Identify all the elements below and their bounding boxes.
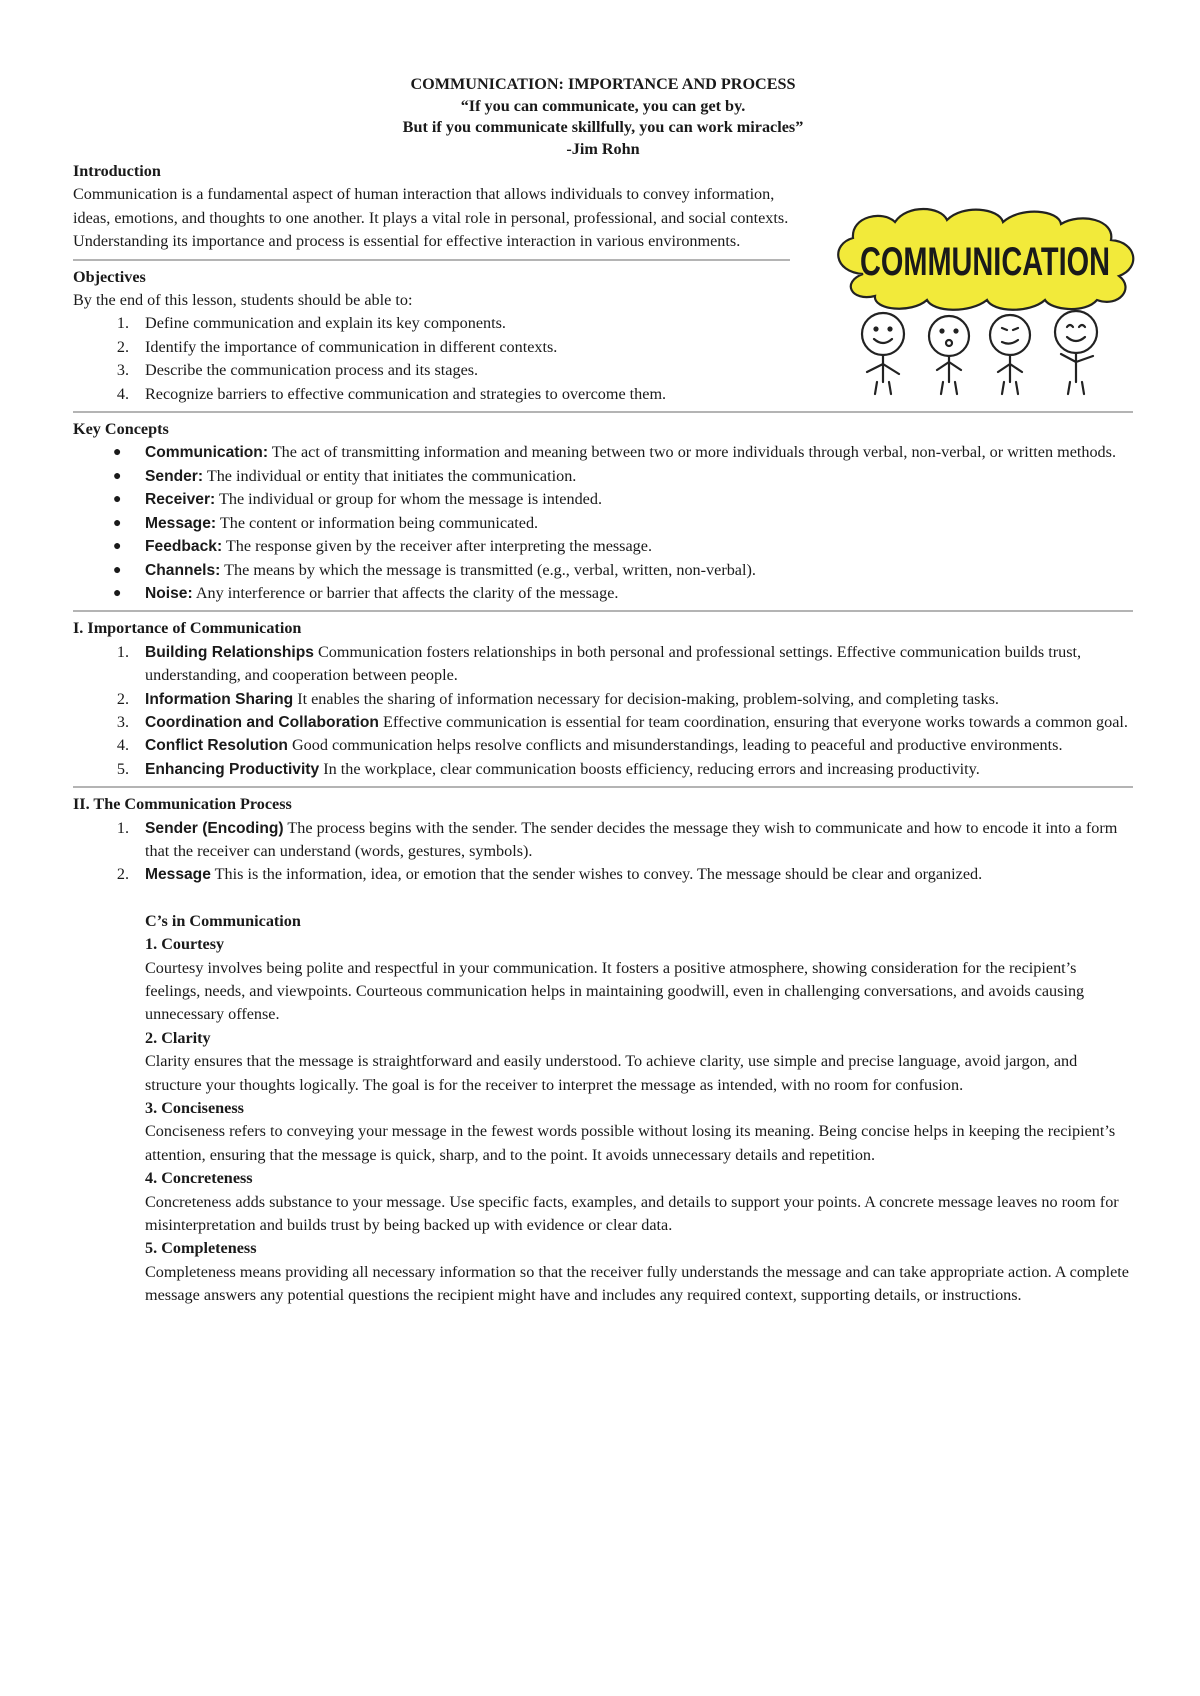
term-label: Coordination and Collaboration xyxy=(145,713,379,731)
item-number: 2. xyxy=(116,865,129,884)
list-item xyxy=(73,441,1133,464)
list-item xyxy=(73,711,1133,734)
bullet-icon: ● xyxy=(113,515,122,531)
bullet-icon: ● xyxy=(113,492,122,508)
list-item xyxy=(73,758,1133,781)
cs-item-text: Concreteness adds substance to your message. Use specific facts, examples, and details to support your points. A concrete message leaves no room for misinterpretation and builds trust by being backed up with evidence or clear data. xyxy=(145,1192,1119,1235)
term-label: Building Relationships xyxy=(145,643,314,661)
process-section xyxy=(73,793,1133,1308)
term-label: Message: xyxy=(145,514,217,532)
cs-item-text: Clarity ensures that the message is straightforward and easily understood. To achieve clarity, use simple and precise language, avoid jargon, and structure your thoughts logically. The goal is for the receiver to interpret the message as intended, with no room for confusion. xyxy=(145,1052,1078,1094)
list-item xyxy=(73,559,1133,582)
importance-heading: I. Importance of Communication xyxy=(73,619,302,638)
term-label: Sender: xyxy=(145,467,204,485)
importance-list xyxy=(73,641,1133,781)
cs-item-title: 4. Concreteness xyxy=(145,1169,253,1188)
item-text: Good communication helps resolve conflicts and misunderstandings, leading to peaceful and productive environments. xyxy=(287,736,1063,755)
item-number: 3. xyxy=(116,712,129,731)
bullet-icon: ● xyxy=(113,562,122,578)
term-label: Communication: xyxy=(145,444,269,462)
process-list xyxy=(73,817,1133,887)
term-label: Enhancing Productivity xyxy=(145,760,320,778)
document-page xyxy=(73,0,1133,1308)
item-number: 4. xyxy=(116,384,129,403)
list-item xyxy=(73,688,1133,711)
list-item xyxy=(73,336,825,359)
key-concepts-list xyxy=(73,441,1133,605)
quote-line-2: But if you communicate skillfully, you can work miracles” xyxy=(402,118,804,136)
illustration-word: COMMUNICATION xyxy=(860,240,1110,284)
bullet-icon: ● xyxy=(113,539,122,555)
term-definition: The individual or group for whom the message is intended. xyxy=(215,490,602,509)
term-definition: Any interference or barrier that affects the clarity of the message. xyxy=(192,583,619,602)
key-concepts-section xyxy=(73,418,1133,605)
list-item xyxy=(73,512,1133,535)
section-divider xyxy=(73,610,1133,612)
item-number: 1. xyxy=(116,642,129,661)
bullet-icon: ● xyxy=(113,468,122,484)
list-item xyxy=(73,488,1133,511)
term-label: Noise: xyxy=(145,584,193,602)
item-number: 4. xyxy=(116,736,129,755)
item-text: This is the information, idea, or emotion that the sender wishes to convey. The message should be clear and organized. xyxy=(210,865,983,884)
list-item xyxy=(73,465,1133,488)
term-label: Channels: xyxy=(145,561,221,579)
list-item xyxy=(73,312,825,335)
quote-line-1: “If you can communicate, you can get by. xyxy=(460,96,746,115)
term-label: Receiver: xyxy=(145,491,216,509)
term-label: Information Sharing xyxy=(145,690,294,708)
list-item xyxy=(73,863,1133,886)
item-text: Describe the communication process and its stages. xyxy=(145,361,479,380)
list-item xyxy=(73,641,1133,688)
item-number: 2. xyxy=(116,689,129,708)
cs-heading: C’s in Communication xyxy=(145,911,301,930)
spacer xyxy=(73,887,1133,910)
item-number: 3. xyxy=(116,361,129,380)
bullet-icon: ● xyxy=(113,585,122,601)
item-text: Communication fosters relationships in both personal and professional settings. Effective communication builds trust, understanding, and cooperation between people. xyxy=(145,642,1082,685)
document-header xyxy=(73,74,1133,160)
objectives-lead: By the end of this lesson, students should be able to: xyxy=(73,291,413,310)
communication-cloud-icon xyxy=(823,204,1153,394)
key-concepts-heading: Key Concepts xyxy=(73,420,169,439)
term-definition: The individual or entity that initiates the communication. xyxy=(203,466,577,485)
section-divider xyxy=(73,411,1133,413)
list-item xyxy=(73,535,1133,558)
cs-item-text: Conciseness refers to conveying your message in the fewest words possible without losing its meaning. Being concise helps in keeping the recipient’s attention, ensuring that the message is quick, sharp, and to the point. It avoids unnecessary details and repetition. xyxy=(145,1122,1116,1164)
item-text: It enables the sharing of information necessary for decision-making, problem-solving, and completing tasks. xyxy=(293,689,999,708)
term-definition: The act of transmitting information and meaning between two or more individuals through verbal, non-verbal, or written methods. xyxy=(268,443,1117,462)
item-text: The process begins with the sender. The sender decides the message they wish to communicate and how to encode it into a form that the receiver can understand (words, gestures, symbols). xyxy=(145,818,1118,860)
importance-section xyxy=(73,617,1133,781)
item-text: Identify the importance of communication in different contexts. xyxy=(145,337,558,356)
item-text: Effective communication is essential for team coordination, ensuring that everyone works towards a common goal. xyxy=(378,712,1128,731)
process-heading: II. The Communication Process xyxy=(73,795,292,814)
cs-item-text: Courtesy involves being polite and respectful in your communication. It fosters a positive atmosphere, showing consideration for the recipient’s feelings, needs, and viewpoints. Courteous communication helps in maintaining goodwill, even in challenging conversations, and avoids causing unnecessary offense. xyxy=(145,958,1085,1024)
cs-item-title: 5. Completeness xyxy=(145,1239,257,1258)
item-text: Recognize barriers to effective communication and strategies to overcome them. xyxy=(145,384,667,403)
list-item xyxy=(73,359,825,382)
section-divider xyxy=(73,259,790,261)
list-item xyxy=(73,734,1133,757)
objectives-heading: Objectives xyxy=(73,267,146,286)
item-text: Define communication and explain its key components. xyxy=(145,314,506,333)
cs-item-title: 3. Conciseness xyxy=(145,1099,244,1118)
item-number: 5. xyxy=(116,759,129,778)
introduction-heading: Introduction xyxy=(73,162,161,180)
communication-illustration xyxy=(823,204,1153,394)
item-number: 1. xyxy=(116,818,129,837)
cs-item-text: Completeness means providing all necessary information so that the receiver fully understands the message and can take appropriate action. A complete message answers any potential questions the recipient might have and includes any required context, supporting details, or instructions. xyxy=(145,1262,1129,1305)
term-label: Sender (Encoding) xyxy=(145,819,284,837)
item-text: In the workplace, clear communication boosts efficiency, reducing errors and increasing productivity. xyxy=(319,759,980,778)
document-title: COMMUNICATION: IMPORTANCE AND PROCESS xyxy=(410,75,796,93)
section-divider xyxy=(73,786,1133,788)
list-item xyxy=(73,383,825,406)
term-definition: The response given by the receiver after interpreting the message. xyxy=(222,537,652,556)
term-label: Message xyxy=(145,866,211,884)
people-icon xyxy=(862,311,1097,394)
term-definition: The content or information being communicated. xyxy=(216,513,539,532)
cs-subsection xyxy=(73,910,1133,1308)
quote-author: -Jim Rohn xyxy=(566,139,640,158)
term-label: Feedback: xyxy=(145,538,223,556)
item-number: 1. xyxy=(116,314,129,333)
cs-item-title: 2. Clarity xyxy=(145,1028,211,1047)
term-definition: The means by which the message is transmitted (e.g., verbal, written, non-verbal). xyxy=(220,560,756,579)
list-item xyxy=(73,817,1133,864)
cs-item-title: 1. Courtesy xyxy=(145,935,225,954)
introduction-text: Communication is a fundamental aspect of human interaction that allows individuals to convey information, ideas, emotions, and thoughts to one another. It plays a vital role in personal, professional, and social contexts. Understanding its importance and process is essential for effective interaction in various environments. xyxy=(73,185,789,251)
term-label: Conflict Resolution xyxy=(145,737,288,755)
bullet-icon: ● xyxy=(113,445,122,461)
list-item xyxy=(73,582,1133,605)
item-number: 2. xyxy=(116,337,129,356)
